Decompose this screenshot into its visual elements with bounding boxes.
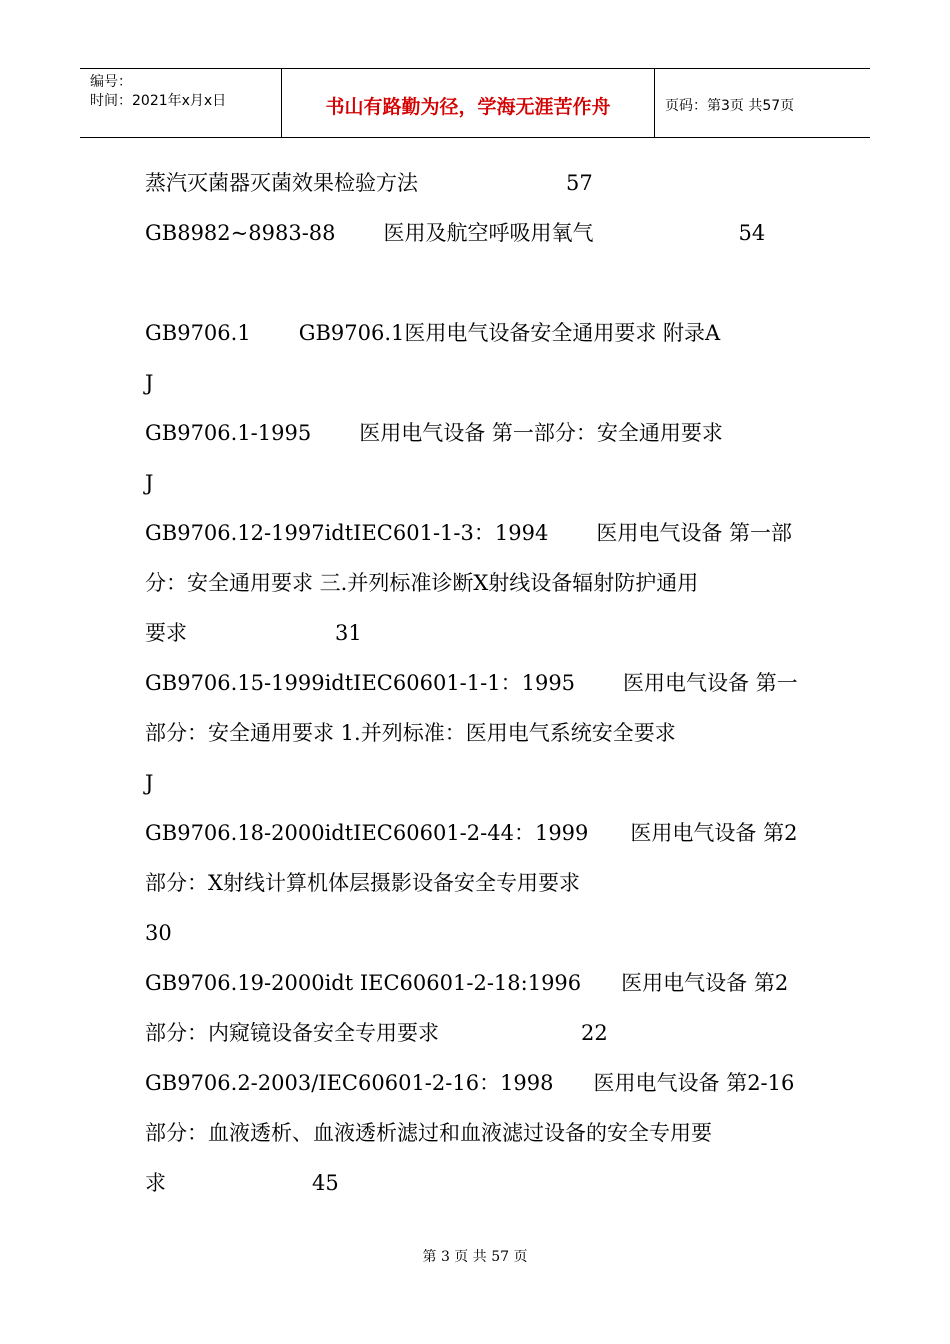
page-ref: 45 (312, 1171, 339, 1195)
list-item: GB9706.2-2003/IEC60601-2-16：1998 医用电气设备 第2-16 (145, 1071, 795, 1095)
list-item: GB9706.1 GB9706.1医用电气设备安全通用要求 附录A (145, 321, 721, 345)
standards-list: 蒸汽灭菌器灭菌效果检验方法 57 GB8982~8983-88 医用及航空呼吸用氧气 54 GB9706.1 GB9706.1医用电气设备安全通用要求 附录A J GB9706.1-1995 医用电气设备 第一部分：安全通用要求 J GB9706.12-1997idtIEC601-1-3：1994 医用电气设备 第一部 分：安全通用要求 三.并列标准诊断X射线设备辐射防护通用 要求 31 GB9706.15-1999idtIEC60601-1-1：1995 医用电气设备 第一 部分：安全通用要求 1.并列标准：医用电气系统安全要求 J GB9706.18-2000idtIEC60601-2-44：1999 医用电气设备 第2 部分：X射线计算机体层摄影设备安全专用要求 30 GB9706.19-2000idt IEC60601-2-18:1996 医用电气设备 第2 部分：内窥镜设备安全专用要求 22 GB9706.2-2003/IEC60601-2-16：1998 医用电气设备 第2-16 部分：血液透析、血液透析滤过和血液滤过设备的安全专用要 求 45 (145, 158, 810, 1208)
page-footer: 第 3 页 共 57 页 (422, 1249, 528, 1265)
list-item: GB9706.1-1995 医用电气设备 第一部分：安全通用要求 (145, 421, 723, 445)
list-item: GB9706.15-1999idtIEC60601-1-1：1995 医用电气设备 第一 (145, 671, 798, 695)
list-item: GB8982~8983-88 医用及航空呼吸用氧气 54 (145, 221, 766, 245)
document-number-label: 编号： (90, 74, 132, 90)
document-date: 时间：2021年x月x日 (90, 93, 227, 109)
header-page-info: 页码：第3页 共57页 (665, 98, 795, 114)
page-ref: J (145, 371, 154, 395)
list-item: GB9706.12-1997idtIEC601-1-3：1994 医用电气设备 第一部 (145, 521, 793, 545)
page-ref: 22 (581, 1021, 608, 1045)
page-ref: J (145, 471, 154, 495)
header-motto: 书山有路勤为径，学海无涯苦作舟 (282, 69, 655, 137)
list-item: GB9706.18-2000idtIEC60601-2-44：1999 医用电气设备 第2 (145, 821, 798, 845)
page-ref: J (145, 771, 154, 795)
list-item: 蒸汽灭菌器灭菌效果检验方法 57 (145, 171, 593, 195)
page-ref: 31 (335, 621, 362, 645)
list-item: GB9706.19-2000idt IEC60601-2-18:1996 医用电气设备 第2 (145, 971, 789, 995)
header-meta (80, 69, 282, 137)
page-ref: 30 (145, 921, 172, 945)
page-header (80, 68, 870, 138)
